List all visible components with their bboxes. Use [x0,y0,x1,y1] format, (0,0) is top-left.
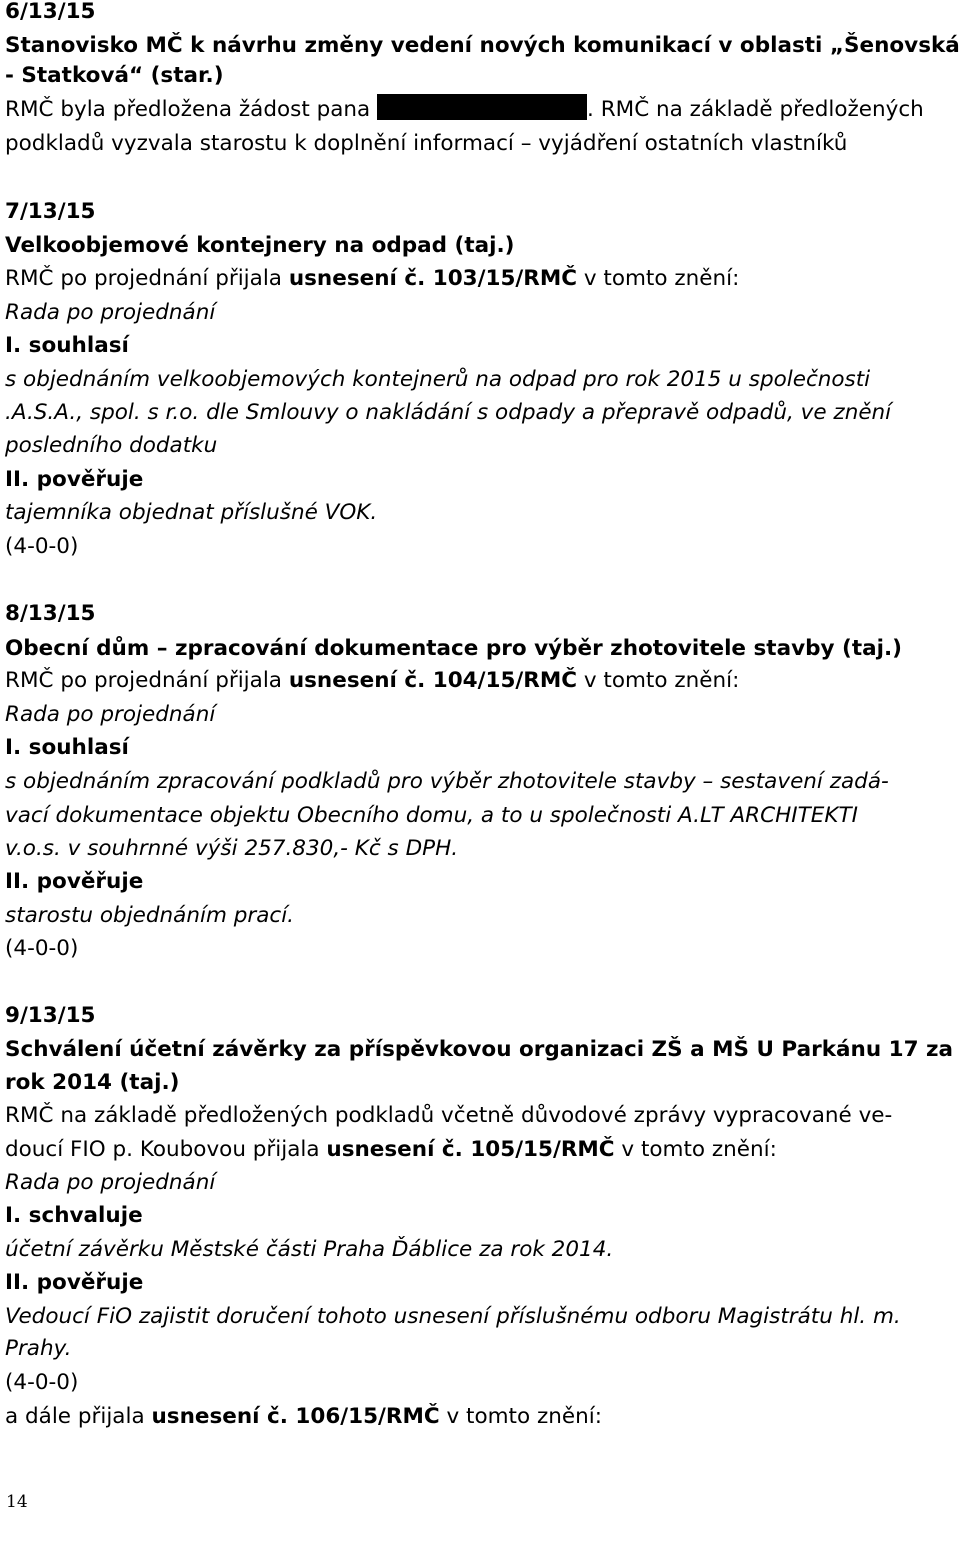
text-segment: v tomto znění: [577,668,740,693]
vote-result: (4-0-0) [5,936,79,961]
resolution-number: usnesení č. 103/15/RMČ [288,266,577,291]
text-segment: v tomto znění: [614,1137,777,1162]
text-segment: a dále přijala [5,1404,152,1429]
text-segment: RMČ po projednání přijala [5,668,289,693]
item-title: Stanovisko MČ k návrhu změny vedení nových komunikací v oblasti „Šenovská [5,33,960,58]
resolution-line [5,1400,602,1434]
item-title: Obecní dům – zpracování dokumentace pro výběr zhotovitele stavby (taj.) [5,636,902,661]
clause-text: s objednáním velkoobjemových kontejnerů na odpad pro rok 2015 u společnosti [5,367,871,392]
clause-heading: I. souhlasí [5,735,129,760]
item-number: 6/13/15 [5,0,96,24]
council-line: Rada po projednání [5,300,216,325]
item-number: 7/13/15 [5,199,96,224]
resolution-line [5,1133,777,1167]
vote-result: (4-0-0) [5,1370,79,1395]
text-segment: doucí FIO p. Koubovou přijala [5,1137,327,1162]
clause-heading: I. schvaluje [5,1203,143,1228]
item-title: Schválení účetní závěrky za příspěvkovou organizaci ZŠ a MŠ U Parkánu 17 za [5,1037,954,1062]
resolution-line [5,664,739,698]
clause-text: v.o.s. v souhrnné výši 257.830,- Kč s DPH. [5,836,459,861]
item-text: RMČ na základě předložených podkladů včetně důvodové zprávy vypracované ve- [5,1103,893,1128]
clause-text: Vedoucí FiO zajistit doručení tohoto usnesení příslušnému odboru Magistrátu hl. m. [5,1304,901,1329]
text-segment: . RMČ na základě předložených [587,97,924,122]
text-segment: v tomto znění: [577,266,740,291]
clause-heading: II. pověřuje [5,869,144,894]
resolution-number: usnesení č. 106/15/RMČ [151,1404,440,1429]
text-segment: RMČ po projednání přijala [5,266,289,291]
resolution-number: usnesení č. 105/15/RMČ [326,1137,615,1162]
item-text [5,93,924,127]
clause-text: Prahy. [5,1336,72,1361]
text-segment: RMČ byla předložena žádost pana [5,97,378,122]
item-title: rok 2014 (taj.) [5,1070,180,1095]
item-text: podkladů vyzvala starostu k doplnění informací – vyjádření ostatních vlastníků [5,131,848,156]
resolution-number: usnesení č. 104/15/RMČ [288,668,577,693]
item-title: Velkoobjemové kontejnery na odpad (taj.) [5,233,515,258]
clause-text: účetní závěrku Městské části Praha Ďáblice za rok 2014. [5,1237,614,1262]
clause-text: vací dokumentace objektu Obecního domu, a to u společnosti A.LT ARCHITEKTI [5,803,858,828]
item-title: - Statková“ (star.) [5,63,224,88]
council-line: Rada po projednání [5,1170,216,1195]
clause-text: .A.S.A., spol. s r.o. dle Smlouvy o nakládání s odpady a přepravě odpadů, ve znění [5,400,892,425]
item-number: 9/13/15 [5,1003,96,1028]
clause-text: tajemníka objednat příslušné VOK. [5,500,378,525]
page-number: 14 [6,1492,28,1512]
vote-result: (4-0-0) [5,534,79,559]
clause-heading: I. souhlasí [5,333,129,358]
clause-text: s objednáním zpracování podkladů pro výběr zhotovitele stavby – sestavení zadá- [5,769,889,794]
resolution-line [5,262,739,296]
text-segment: v tomto znění: [439,1404,602,1429]
council-line: Rada po projednání [5,702,216,727]
clause-text: starostu objednáním prací. [5,903,295,928]
clause-heading: II. pověřuje [5,1270,144,1295]
redaction-bar [377,94,587,120]
clause-text: posledního dodatku [5,433,218,458]
clause-heading: II. pověřuje [5,467,144,492]
item-number: 8/13/15 [5,601,96,626]
